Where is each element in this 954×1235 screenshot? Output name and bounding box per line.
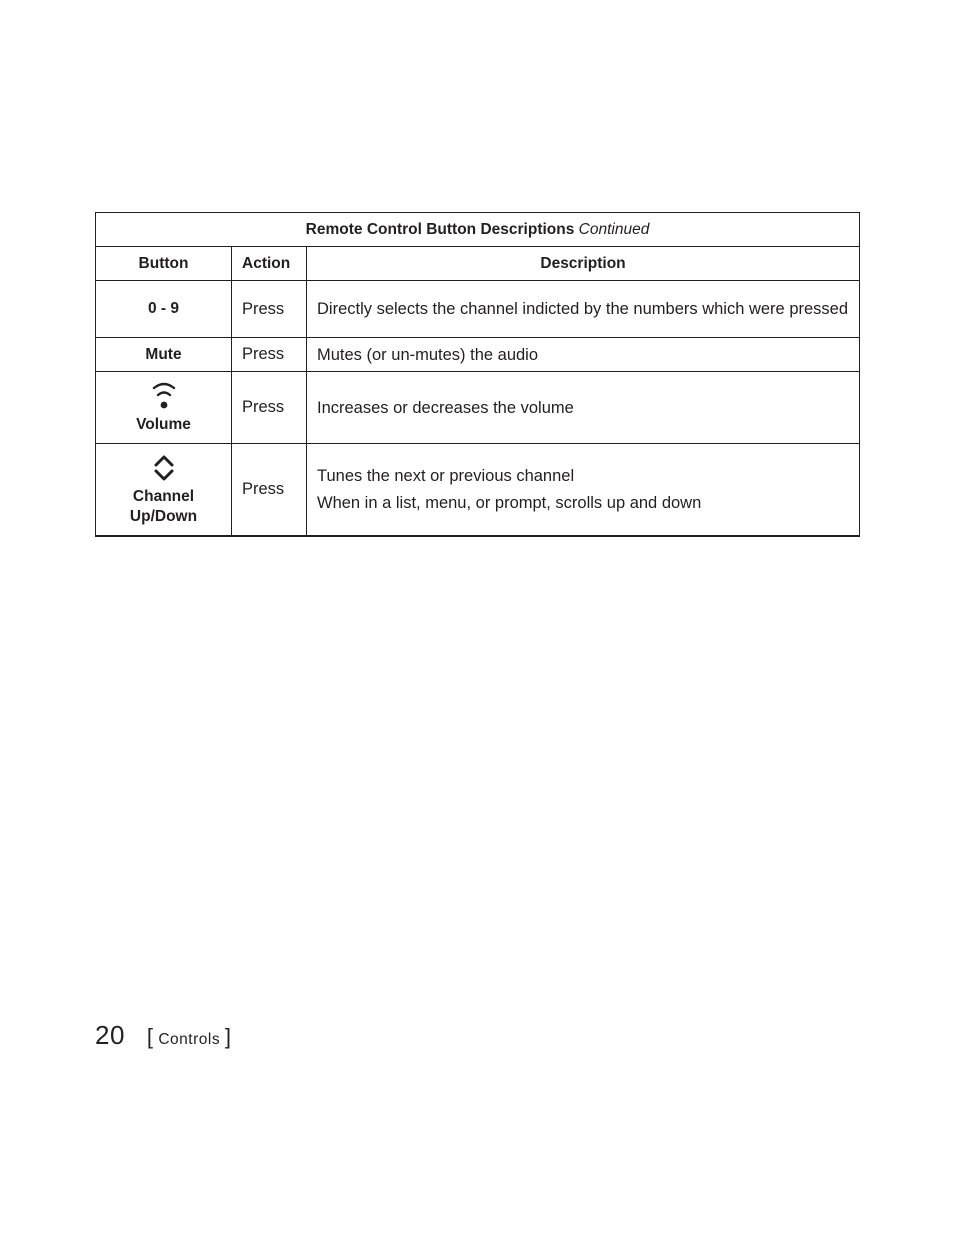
header-button: Button	[96, 247, 232, 281]
close-bracket: ]	[224, 1024, 232, 1049]
table-row	[96, 281, 860, 338]
volume-icon	[152, 381, 176, 411]
header-description: Description	[307, 247, 860, 281]
page-number: 20	[95, 1020, 125, 1050]
action-cell: Press	[232, 372, 307, 444]
description-cell	[307, 444, 860, 537]
action-cell: Press	[232, 444, 307, 537]
header-action: Action	[232, 247, 307, 281]
table-title-text: Remote Control Button Descriptions	[305, 220, 575, 238]
table-title	[96, 213, 860, 247]
table-row	[96, 372, 860, 444]
table-row	[96, 444, 860, 537]
button-name: Mute	[96, 338, 232, 372]
description-text: Tunes the next or previous channel	[317, 467, 575, 485]
description-cell	[307, 338, 860, 372]
button-descriptions-table	[95, 212, 860, 537]
open-bracket: [	[146, 1024, 154, 1049]
button-cell-volume	[96, 372, 232, 444]
section-label	[147, 1024, 232, 1050]
button-cell-channel	[96, 444, 232, 537]
table-title-continued: Continued	[578, 220, 650, 238]
action-cell: Press	[232, 281, 307, 338]
description-text: Directly selects the channel indicted by the numbers which were pressed	[317, 300, 849, 318]
description-text: Mutes (or un-mutes) the audio	[317, 345, 539, 364]
description-cell	[307, 372, 860, 444]
page-footer	[95, 1020, 232, 1051]
button-name-line1: Channel	[132, 487, 195, 505]
table-row	[96, 338, 860, 372]
description-cell	[307, 281, 860, 338]
section-name: Controls	[158, 1031, 221, 1048]
button-name-line2: Up/Down	[129, 507, 198, 525]
description-text: Increases or decreases the volume	[317, 398, 574, 417]
action-cell: Press	[232, 338, 307, 372]
description-text: When in a list, menu, or prompt, scrolls up and down	[317, 494, 702, 512]
button-name: 0 - 9	[96, 281, 232, 338]
channel-up-down-icon	[152, 453, 176, 483]
table-header-row	[96, 247, 860, 281]
button-name: Volume	[136, 415, 191, 433]
